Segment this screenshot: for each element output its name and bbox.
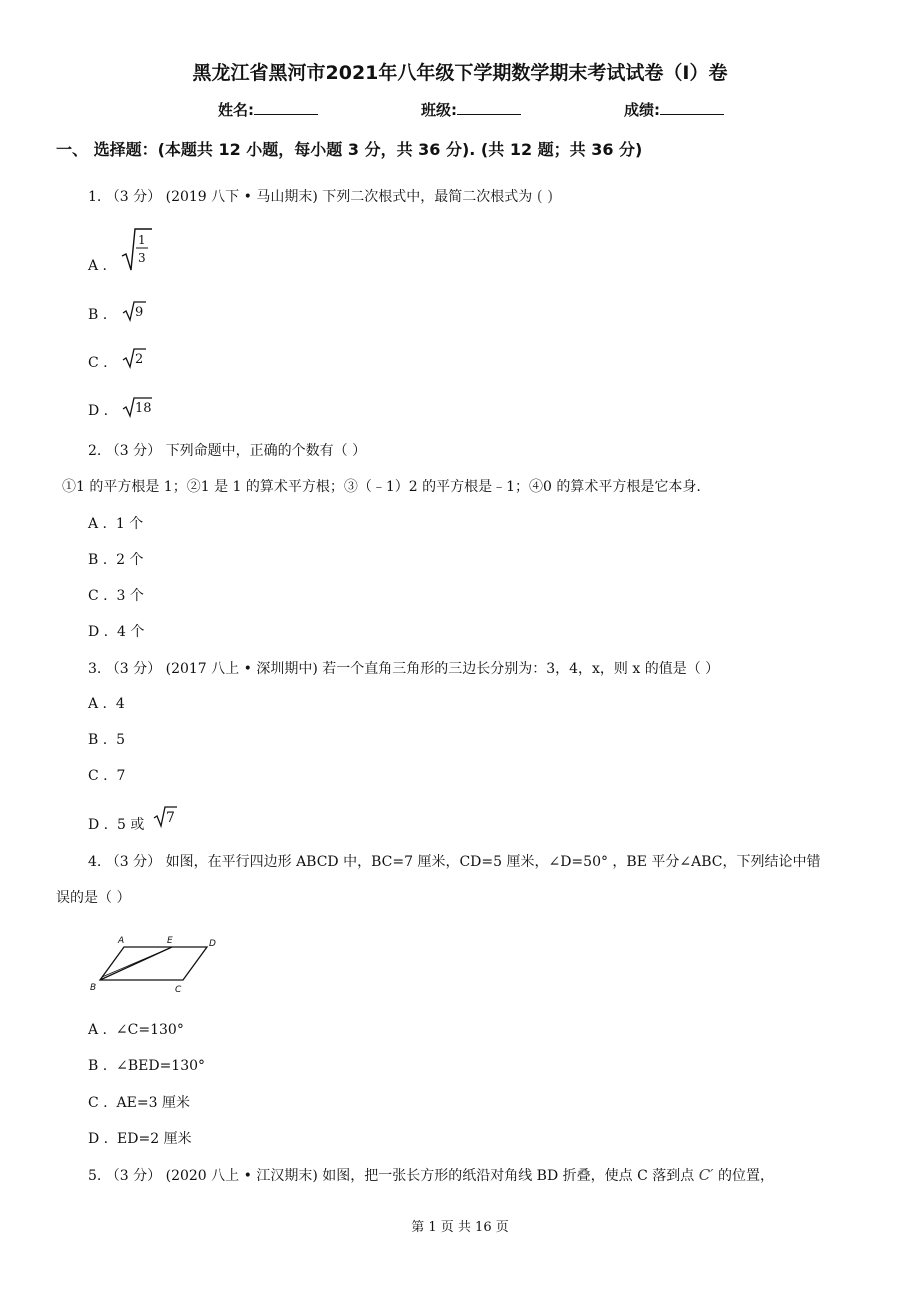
q2-option-d-letter: D .	[88, 624, 109, 640]
section-heading: 一、 选择题：(本题共 12 小题，每小题 3 分，共 36 分). (共 12 题；共 36 分)	[56, 140, 643, 159]
q1-option-c-radicand: 2	[135, 352, 144, 367]
q3-option-b	[88, 732, 125, 748]
q3-option-a-letter: A .	[88, 696, 108, 712]
q3-option-d-radicand: 7	[166, 810, 175, 826]
q1-option-a	[88, 258, 107, 274]
question-1	[88, 186, 553, 206]
score-blank	[660, 100, 724, 115]
question-5-point-label: C′	[698, 1166, 714, 1184]
q4-option-a-letter: A .	[88, 1022, 108, 1038]
score-label: 成绩:	[624, 101, 660, 119]
q2-option-c-text: 3 个	[116, 588, 144, 604]
q3-option-a	[88, 696, 125, 712]
class-label: 班级:	[421, 101, 457, 119]
question-4-stem: 4. （3 分） 如图，在平行四边形 ABCD 中，BC=7 厘米，CD=5 厘米，∠D=50° ，BE 平分∠ABC，下列结论中错	[88, 854, 821, 870]
name-blank	[254, 100, 318, 115]
q2-option-b-letter: B .	[88, 552, 108, 568]
q4-option-a	[88, 1022, 184, 1038]
q4-option-d-text: ED=2 厘米	[117, 1131, 192, 1147]
question-1-answer-paren: ( )	[536, 187, 554, 205]
question-5-stem: 5. （3 分） (2020 八上 • 江汉期末) 如图，把一张长方形的纸沿对角线 BD 折叠，使点 C 落到点	[88, 1168, 695, 1184]
q1-option-c-letter: C .	[88, 355, 108, 371]
q1-option-c	[88, 355, 108, 371]
q1-option-b	[88, 307, 107, 323]
q1-option-d	[88, 403, 108, 419]
q2-option-a-letter: A .	[88, 516, 108, 532]
name-label: 姓名:	[218, 101, 254, 119]
q4-option-a-text: ∠C=130°	[115, 1022, 184, 1038]
q4-option-c-text: AE=3 厘米	[116, 1095, 190, 1111]
score-field	[624, 99, 724, 120]
q2-option-d-text: 4 个	[117, 624, 145, 640]
q4-option-c	[88, 1092, 190, 1112]
q1-option-d-radicand: 18	[135, 401, 152, 416]
question-4-stem-cont: 误的是（ ）	[56, 890, 131, 906]
q1-option-d-radical	[122, 396, 154, 418]
q3-option-b-letter: B .	[88, 732, 108, 748]
q2-option-a-text: 1 个	[115, 516, 144, 532]
question-5-stem-end: 的位置，	[718, 1168, 775, 1184]
label-b: B	[90, 983, 97, 993]
svg-text:1: 1	[138, 233, 146, 247]
q3-option-c-letter: C .	[88, 768, 108, 784]
label-a: A	[118, 936, 125, 946]
q1-option-a-radical	[120, 226, 154, 272]
q2-option-b-text: 2 个	[116, 552, 144, 568]
q4-option-c-letter: C .	[88, 1095, 108, 1111]
q2-option-c-letter: C .	[88, 588, 108, 604]
q1-option-c-radical	[122, 347, 148, 369]
question-3-stem: 3. （3 分） (2017 八上 • 深圳期中) 若一个直角三角形的三边长分别为：3，4，x，则 x 的值是（ ）	[88, 661, 720, 677]
parallelogram-figure	[86, 930, 226, 996]
class-blank	[457, 100, 521, 115]
q4-option-b	[88, 1058, 205, 1074]
q4-option-d	[88, 1128, 192, 1148]
q1-option-d-letter: D .	[88, 403, 109, 419]
q2-option-c	[88, 585, 144, 605]
label-e: E	[167, 936, 173, 946]
q4-option-d-letter: D .	[88, 1131, 109, 1147]
q1-option-b-radical	[122, 300, 148, 322]
class-field	[421, 99, 521, 120]
question-2-stem: 2. （3 分） 下列命题中，正确的个数有（ ）	[88, 443, 367, 459]
q3-option-c-text: 7	[116, 768, 126, 784]
q4-option-b-text: ∠BED=130°	[116, 1058, 206, 1074]
page-title: 黑龙江省黑河市2021年八年级下学期数学期末考试试卷（I）卷	[192, 62, 728, 84]
q3-option-d-text: 5 或	[117, 817, 145, 833]
q3-option-b-text: 5	[116, 732, 126, 748]
name-field	[218, 99, 318, 120]
q1-option-b-letter: B .	[88, 307, 108, 323]
q2-option-d	[88, 621, 144, 641]
q3-option-d-radical	[153, 804, 179, 828]
q1-option-a-letter: A .	[88, 258, 108, 274]
q3-option-c	[88, 768, 125, 784]
svg-text:3: 3	[138, 251, 146, 265]
label-c: C	[175, 985, 182, 995]
q2-option-b	[88, 549, 143, 569]
question-1-stem: 1. （3 分） (2019 八下 • 马山期末) 下列二次根式中，最简二次根式为	[88, 189, 533, 205]
q3-option-d	[88, 814, 144, 834]
question-2-statements: ①1 的平方根是 1；②1 是 1 的算术平方根；③（﹣1）2 的平方根是﹣1；④0 的算术平方根是它本身.	[62, 479, 701, 495]
q3-option-a-text: 4	[115, 696, 125, 712]
label-d: D	[209, 939, 216, 949]
q2-option-a	[88, 513, 143, 533]
q3-option-d-letter: D .	[88, 817, 109, 833]
page-footer: 第 1 页 共 16 页	[411, 1220, 509, 1235]
q4-option-b-letter: B .	[88, 1058, 108, 1074]
question-5	[88, 1165, 774, 1185]
q1-option-b-radicand: 9	[135, 305, 144, 320]
